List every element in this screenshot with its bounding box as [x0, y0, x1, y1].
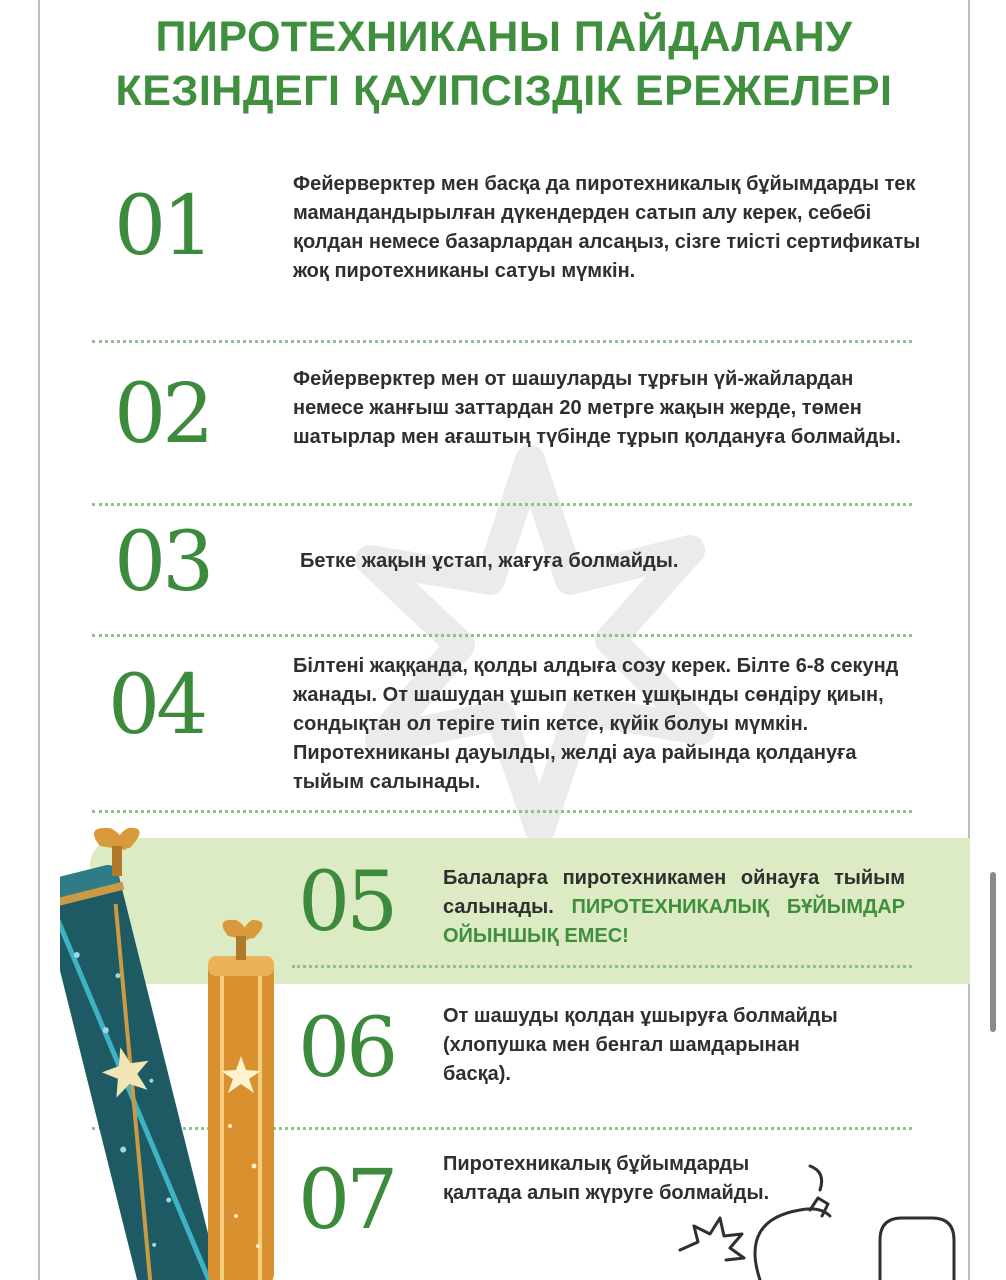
rule-06-number: 06 — [298, 1001, 395, 1096]
frame-line-right — [968, 0, 970, 1280]
divider-05 — [292, 965, 912, 968]
rule-04-text: Білтені жаққанда, қолды алдыға созу керек. Білте 6-8 секунд жанады. От шашудан ұшып кеткен ұшқынды сөндіру қиын, сондықтан ол теріге тиіп кетсе, күйік болуы мүмкін. Пиротехниканы дауылды, желді ауа райында қолдануға тыйым салынады. — [293, 655, 899, 793]
divider-04 — [92, 810, 912, 813]
rule-07-text: Пиротехникалық бұйымдарды қалтада алып жүруге болмайды. — [443, 1153, 770, 1204]
divider-01 — [92, 340, 912, 343]
divider-03 — [92, 634, 912, 637]
page-title — [40, 10, 968, 118]
firecracker-illustration-icon — [60, 826, 290, 1280]
rule-05-text-main: Балаларға пиротехникамен ойнауға тыйым салынады. — [443, 867, 905, 918]
page-title-line-1: ПИРОТЕХНИКАНЫ ПАЙДАЛАНУ — [155, 13, 853, 61]
rule-01-text: Фейерверктер мен басқа да пиротехникалық бұйымдарды тек мамандандырылған дүкендерден сатып алу керек, себебі қолдан немесе базарлардан алсаңыз, сізге тиісті сертификаты жоқ пиротехниканы сатуы мүмкін. — [293, 173, 921, 282]
frame-line-left — [38, 0, 40, 1280]
rule-04-number: 04 — [108, 658, 205, 753]
rule-02-text: Фейерверктер мен от шашуларды тұрғын үй-жайлардан немесе жанғыш заттардан 20 метрге жақын жерде, төмен шатырлар мен ағаштың түбінде тұрып қолдануға болмайды. — [293, 368, 901, 448]
rule-03-number: 03 — [114, 515, 211, 610]
rule-01-number: 01 — [114, 179, 211, 274]
rule-07-number: 07 — [298, 1153, 395, 1248]
scrollbar[interactable] — [990, 872, 996, 1032]
rule-06-text: От шашуды қолдан ұшыруға болмайды (хлопушка мен бенгал шамдарынан басқа). — [443, 1005, 838, 1085]
rule-03-text: Бетке жақын ұстап, жағуға болмайды. — [300, 550, 679, 572]
fireworks-bomb-outline-icon — [660, 1160, 980, 1280]
rule-05-text-highlight: ПИРОТЕХНИКАЛЫҚ БҰЙЫМДАР ОЙЫНШЫҚ ЕМЕС! — [443, 896, 906, 947]
divider-02 — [92, 503, 912, 506]
rule-05-text — [443, 864, 905, 951]
rule-02-number: 02 — [114, 367, 211, 462]
rule-05-number: 05 — [298, 855, 395, 950]
page-title-line-2: КЕЗІНДЕГІ ҚАУІПСІЗДІК ЕРЕЖЕЛЕРІ — [115, 67, 893, 115]
